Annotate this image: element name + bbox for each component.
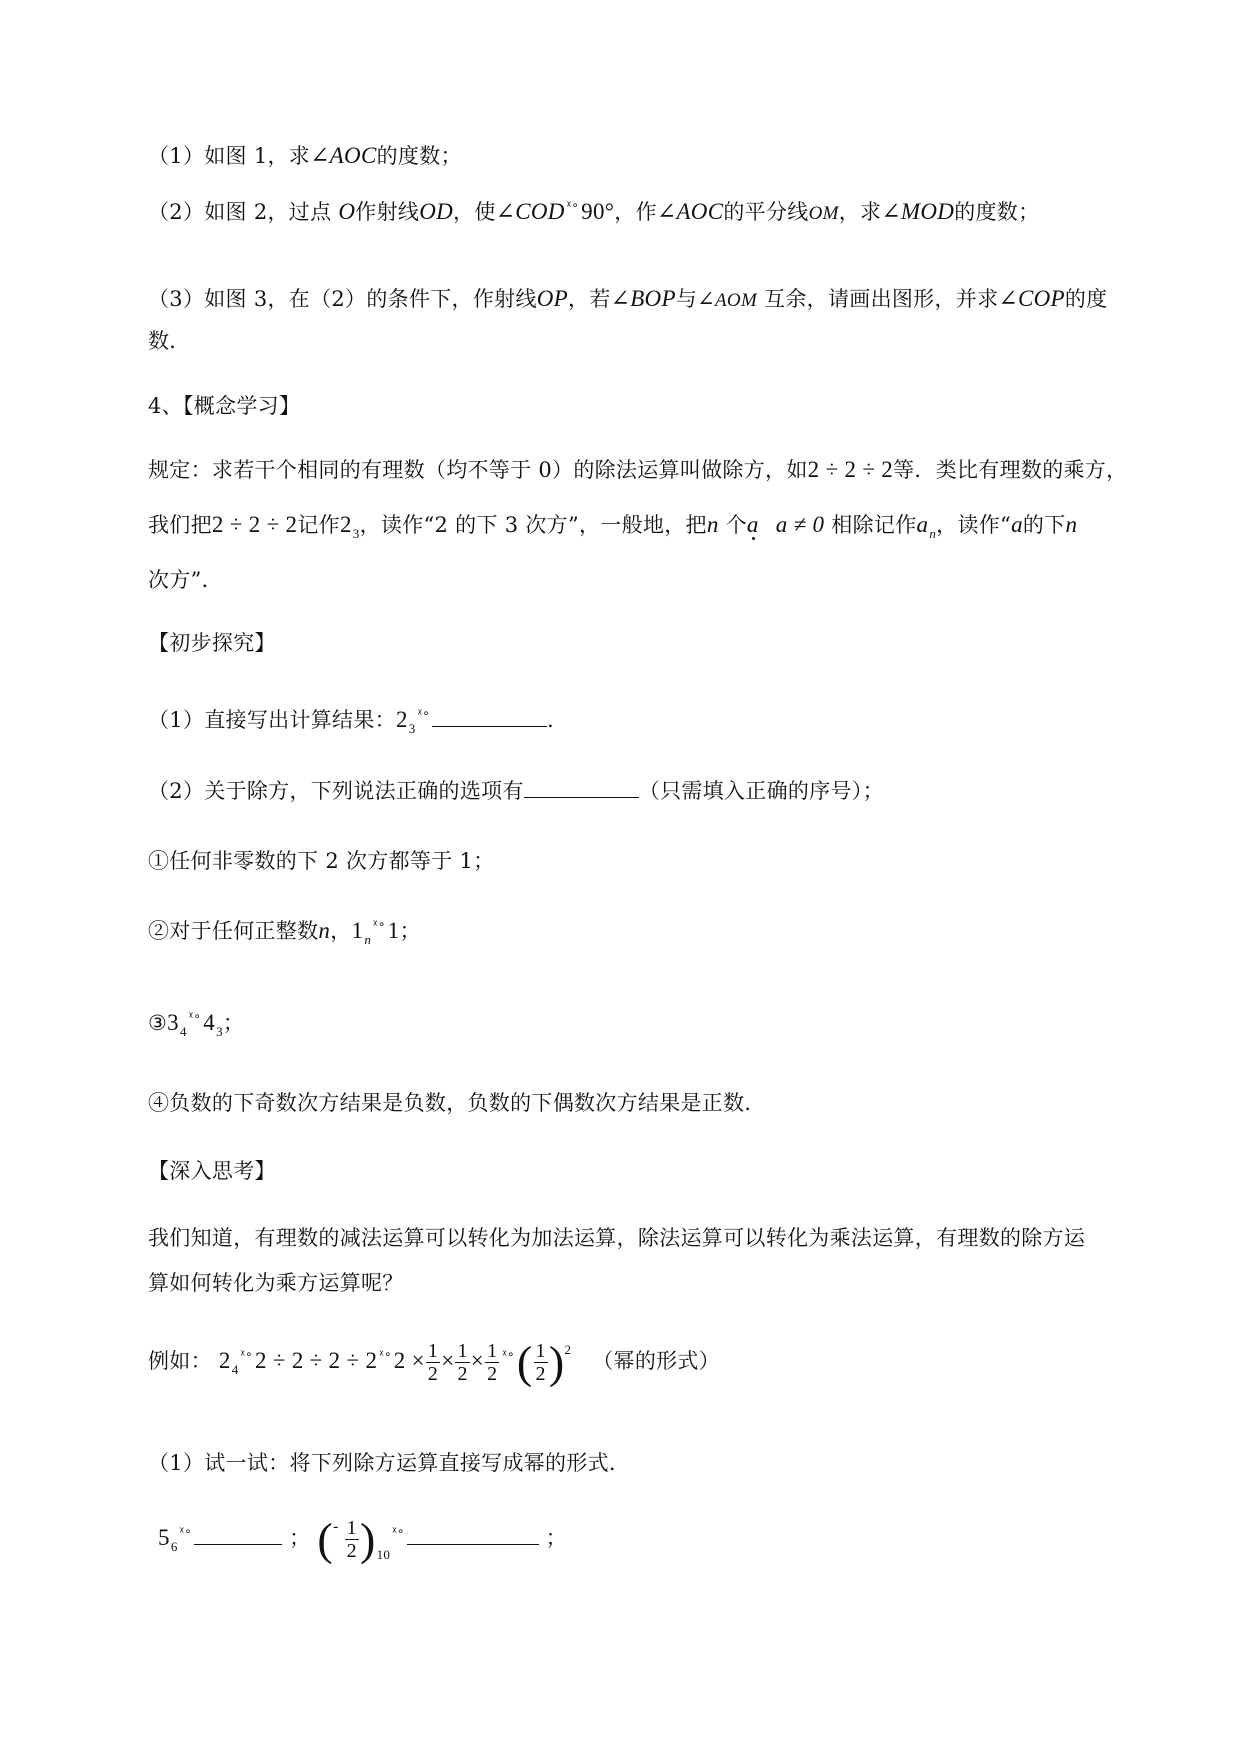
angle-mod: ∠MOD	[881, 199, 955, 224]
right-paren: )	[359, 1513, 376, 1565]
paragraph-line-1	[148, 1225, 1085, 1251]
text: （3）如图 3，在（2）的条件下，作射线	[148, 287, 537, 311]
angle-aoc: ∠AOC	[310, 143, 377, 168]
var-a: a	[916, 512, 929, 537]
numerator: 1	[427, 1340, 439, 1362]
question-3-part-1	[148, 143, 462, 169]
subscript: 4	[231, 1362, 239, 1377]
text: 的平分线	[723, 200, 809, 224]
try-it-exercises	[158, 1505, 567, 1571]
text: 的度数；	[954, 200, 1040, 224]
right-paren: )	[548, 1336, 565, 1388]
text: 算如何转化为乘方运算呢？	[148, 1271, 404, 1295]
times-sign: ×	[441, 1348, 455, 1373]
ray-od: OD	[419, 199, 454, 224]
text: 次方”．	[148, 568, 223, 592]
text: ；	[222, 1011, 245, 1035]
text: 的度	[1064, 287, 1108, 311]
subscript: 3	[352, 526, 360, 541]
fraction-half	[345, 1517, 359, 1562]
ray-om: OM	[808, 203, 839, 224]
var-a: a	[1011, 512, 1023, 537]
expression: 2 ×	[393, 1348, 425, 1373]
text: ③	[148, 1011, 168, 1035]
answer-blank[interactable]	[524, 779, 639, 798]
base: 2	[395, 707, 408, 732]
option-1	[148, 848, 494, 874]
option-3	[148, 1010, 244, 1039]
subscript: 10	[376, 1547, 391, 1562]
section-heading-deep-thinking	[148, 1158, 276, 1184]
question-3-part-3-cont	[148, 328, 191, 354]
question-3-part-3	[148, 286, 1107, 314]
expression: 2 ÷ 2 ÷ 2	[807, 457, 894, 482]
text: 【深入思考】	[148, 1159, 276, 1183]
subscript: n	[929, 526, 937, 541]
text: （2）如图 2，过点	[148, 200, 339, 224]
subscript: 4	[179, 1024, 187, 1039]
condition: a ≠ 0	[775, 512, 825, 537]
text: （1）试一试：将下列除方运算直接写成幂的形式．	[148, 1451, 631, 1475]
text: 数．	[148, 329, 191, 353]
text: 等．类比有理数的乘方，	[893, 458, 1128, 482]
text: （1）直接写出计算结果：	[148, 708, 396, 732]
denominator: 2	[346, 1540, 357, 1562]
text: ；	[545, 1526, 567, 1550]
var-n: n	[1065, 512, 1078, 537]
equals-glyph: ᵡ∘	[379, 1347, 392, 1361]
value-90: 90°	[581, 199, 615, 224]
fraction-half	[455, 1340, 469, 1385]
definition-line-1	[148, 457, 1127, 483]
text: ，读作“	[936, 513, 1012, 537]
option-4	[148, 1090, 766, 1116]
text: 作射线	[355, 200, 420, 224]
equals-glyph: ᵡ∘	[417, 706, 431, 720]
left-paren: (	[317, 1513, 334, 1565]
left-paren: (	[516, 1336, 533, 1388]
fraction-half	[426, 1340, 440, 1385]
denominator: 2	[535, 1363, 546, 1385]
question-4-heading	[148, 393, 300, 419]
minus-sign: -	[333, 1518, 339, 1535]
ray-op: OP	[536, 286, 569, 311]
numerator: 1	[346, 1517, 357, 1539]
equals-glyph: ᵡ∘	[392, 1524, 405, 1538]
text: ②对于任何正整数	[148, 919, 319, 943]
angle-bop: ∠BOP	[610, 286, 676, 311]
base: 2	[218, 1348, 231, 1373]
angle-aom: AOM	[715, 290, 758, 311]
text: 4、【概念学习】	[148, 394, 301, 418]
subscript: 6	[170, 1539, 178, 1554]
text: 个	[718, 513, 747, 537]
fraction-half	[485, 1340, 499, 1385]
text: ；	[289, 1526, 311, 1550]
text: ①任何非零数的下 2 次方都等于 1；	[148, 849, 495, 873]
text: 互余，请画出图形，并求	[757, 287, 999, 311]
answer-blank[interactable]	[194, 1526, 282, 1545]
question-3-part-2	[148, 199, 1039, 228]
answer-blank[interactable]	[432, 708, 547, 727]
text: 的度数；	[376, 144, 462, 168]
value: 1	[387, 918, 400, 943]
numerator: 1	[457, 1340, 468, 1362]
text: （2）关于除方，下列说法正确的选项有	[148, 779, 524, 803]
definition-line-2	[148, 512, 1077, 541]
text: 例如：	[148, 1349, 212, 1373]
text: （幂的形式）	[592, 1349, 721, 1373]
base: 1	[351, 918, 364, 943]
answer-blank[interactable]	[407, 1526, 539, 1545]
text: ，若	[568, 287, 611, 311]
text: ，读作“2 的下 3 次方”，一般地，把	[359, 513, 707, 537]
text: ，求	[838, 200, 882, 224]
fraction-half	[534, 1340, 548, 1385]
text: 与∠	[675, 287, 716, 311]
text: ，作	[614, 200, 657, 224]
base: 2	[339, 512, 352, 537]
point-o: O	[338, 199, 356, 224]
base: 5	[158, 1525, 170, 1550]
definition-line-3	[148, 567, 223, 593]
text: ；	[399, 919, 421, 943]
angle-cop: ∠COP	[998, 286, 1065, 311]
angle-aoc: ∠AOC	[656, 199, 724, 224]
var-a: a	[746, 512, 759, 537]
try-it-instruction	[148, 1450, 630, 1476]
text: ④负数的下奇数次方结果是负数，负数的下偶数次方结果是正数．	[148, 1091, 766, 1115]
superscript: 2	[564, 1342, 572, 1357]
equals-glyph: ᵡ∘	[188, 1009, 202, 1023]
text: ，使	[453, 200, 496, 224]
expression: 2 ÷ 2 ÷ 2 ÷ 2	[255, 1348, 378, 1373]
section-heading-preliminary	[148, 630, 276, 656]
subquestion-2	[148, 778, 884, 804]
text: （1）如图 1，求	[148, 144, 311, 168]
text: 记作	[297, 513, 340, 537]
paragraph-line-2	[148, 1270, 404, 1296]
subscript: 3	[216, 1024, 223, 1039]
denominator: 2	[487, 1363, 498, 1385]
times-sign: ×	[470, 1348, 485, 1373]
text: ．	[547, 708, 569, 732]
text: 规定：求若干个相同的有理数（均不等于 0）的除法运算叫做除方，如	[148, 458, 808, 482]
equals-glyph: ᵡ∘	[566, 198, 580, 212]
base: 4	[203, 1010, 216, 1035]
equals-glyph: ᵡ∘	[240, 1347, 253, 1361]
denominator: 2	[457, 1363, 468, 1385]
equals-glyph: ᵡ∘	[502, 1347, 515, 1361]
angle-cod: ∠COD	[495, 199, 565, 224]
text: 我们把	[148, 513, 212, 537]
example-line	[148, 1328, 720, 1394]
numerator: 1	[487, 1340, 498, 1362]
text: 我们知道，有理数的减法运算可以转化为加法运算，除法运算可以转化为乘法运算，有理数的除方运	[148, 1226, 1086, 1250]
var-n: n	[706, 512, 719, 537]
expression: 2 ÷ 2 ÷ 2	[211, 512, 298, 537]
subquestion-1	[148, 707, 568, 736]
text: ，	[330, 919, 352, 943]
denominator: 2	[427, 1363, 439, 1385]
text: 相除记作	[824, 513, 917, 537]
equals-glyph: ᵡ∘	[373, 917, 386, 931]
option-2	[148, 918, 421, 947]
subscript: n	[364, 932, 372, 947]
text: （只需填入正确的序号）；	[638, 779, 884, 803]
var-n: n	[318, 918, 331, 943]
equals-glyph: ᵡ∘	[179, 1524, 193, 1538]
base: 3	[167, 1010, 179, 1035]
numerator: 1	[535, 1340, 546, 1362]
text: 的下	[1022, 513, 1066, 537]
text: 【初步探究】	[148, 631, 276, 655]
subscript: 3	[408, 721, 416, 736]
